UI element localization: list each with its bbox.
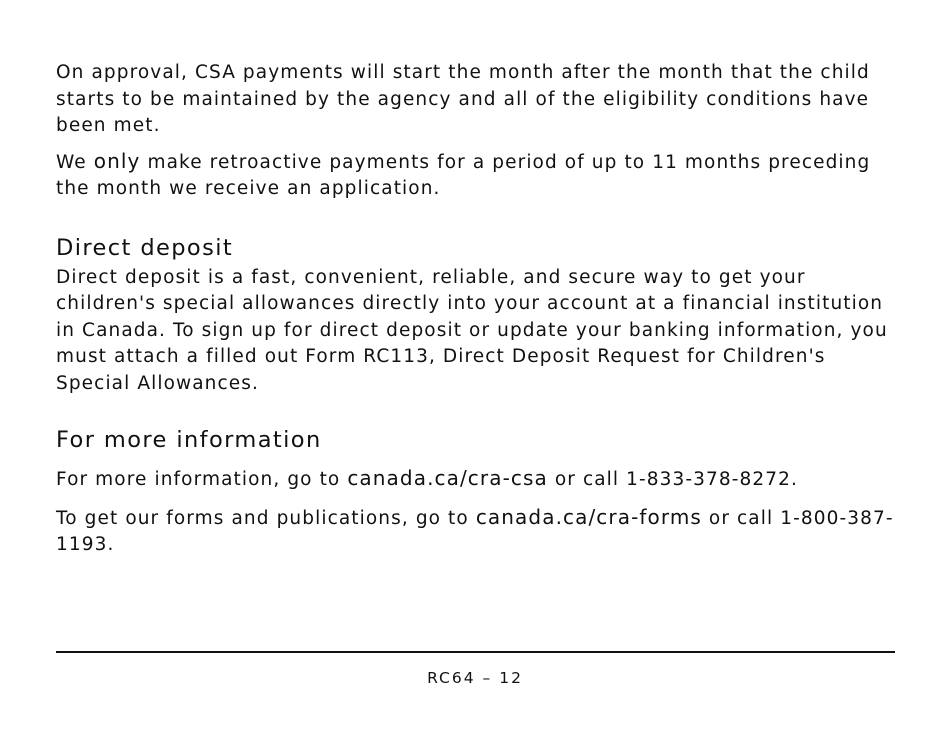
retroactive-text-start: We bbox=[56, 151, 94, 173]
retroactive-text-end: make retroactive payments for a period of up to 11 months preceding the month we receive an application. bbox=[56, 151, 871, 199]
more-info-text-end: or call 1-833-378-8272. bbox=[547, 469, 799, 490]
direct-deposit-paragraph: Direct deposit is a fast, convenient, reliable, and secure way to get your children's special allowances directly into your account at a financial institution in Canada. To sign up for direct deposit or update your banking information, you must attach a filled out Form RC113, Direct Deposit Request for Children's Special Allowances. bbox=[56, 266, 888, 394]
retroactive-paragraph bbox=[56, 148, 896, 203]
forms-text-end: or call 1-800-387-1193. bbox=[56, 507, 894, 555]
more-info-heading: For more information bbox=[56, 427, 322, 453]
direct-deposit-heading: Direct deposit bbox=[56, 234, 234, 261]
more-info-text-start: For more information, go to bbox=[56, 469, 348, 490]
more-info-paragraph bbox=[56, 465, 896, 494]
cra-forms-link[interactable]: canada.ca/cra-forms bbox=[475, 504, 702, 529]
retroactive-emphasis: only bbox=[93, 148, 141, 173]
footer-divider bbox=[56, 651, 895, 653]
page-number: RC64 – 12 bbox=[427, 669, 523, 687]
forms-text-start: To get our forms and publications, go to bbox=[56, 507, 476, 529]
cra-csa-link[interactable]: canada.ca/cra-csa bbox=[347, 466, 548, 490]
forms-paragraph bbox=[56, 504, 896, 559]
page-content bbox=[56, 60, 896, 559]
approval-paragraph: On approval, CSA payments will start the month after the month that the child starts to be maintained by the agency and all of the eligibility conditions have been met. bbox=[56, 62, 870, 136]
